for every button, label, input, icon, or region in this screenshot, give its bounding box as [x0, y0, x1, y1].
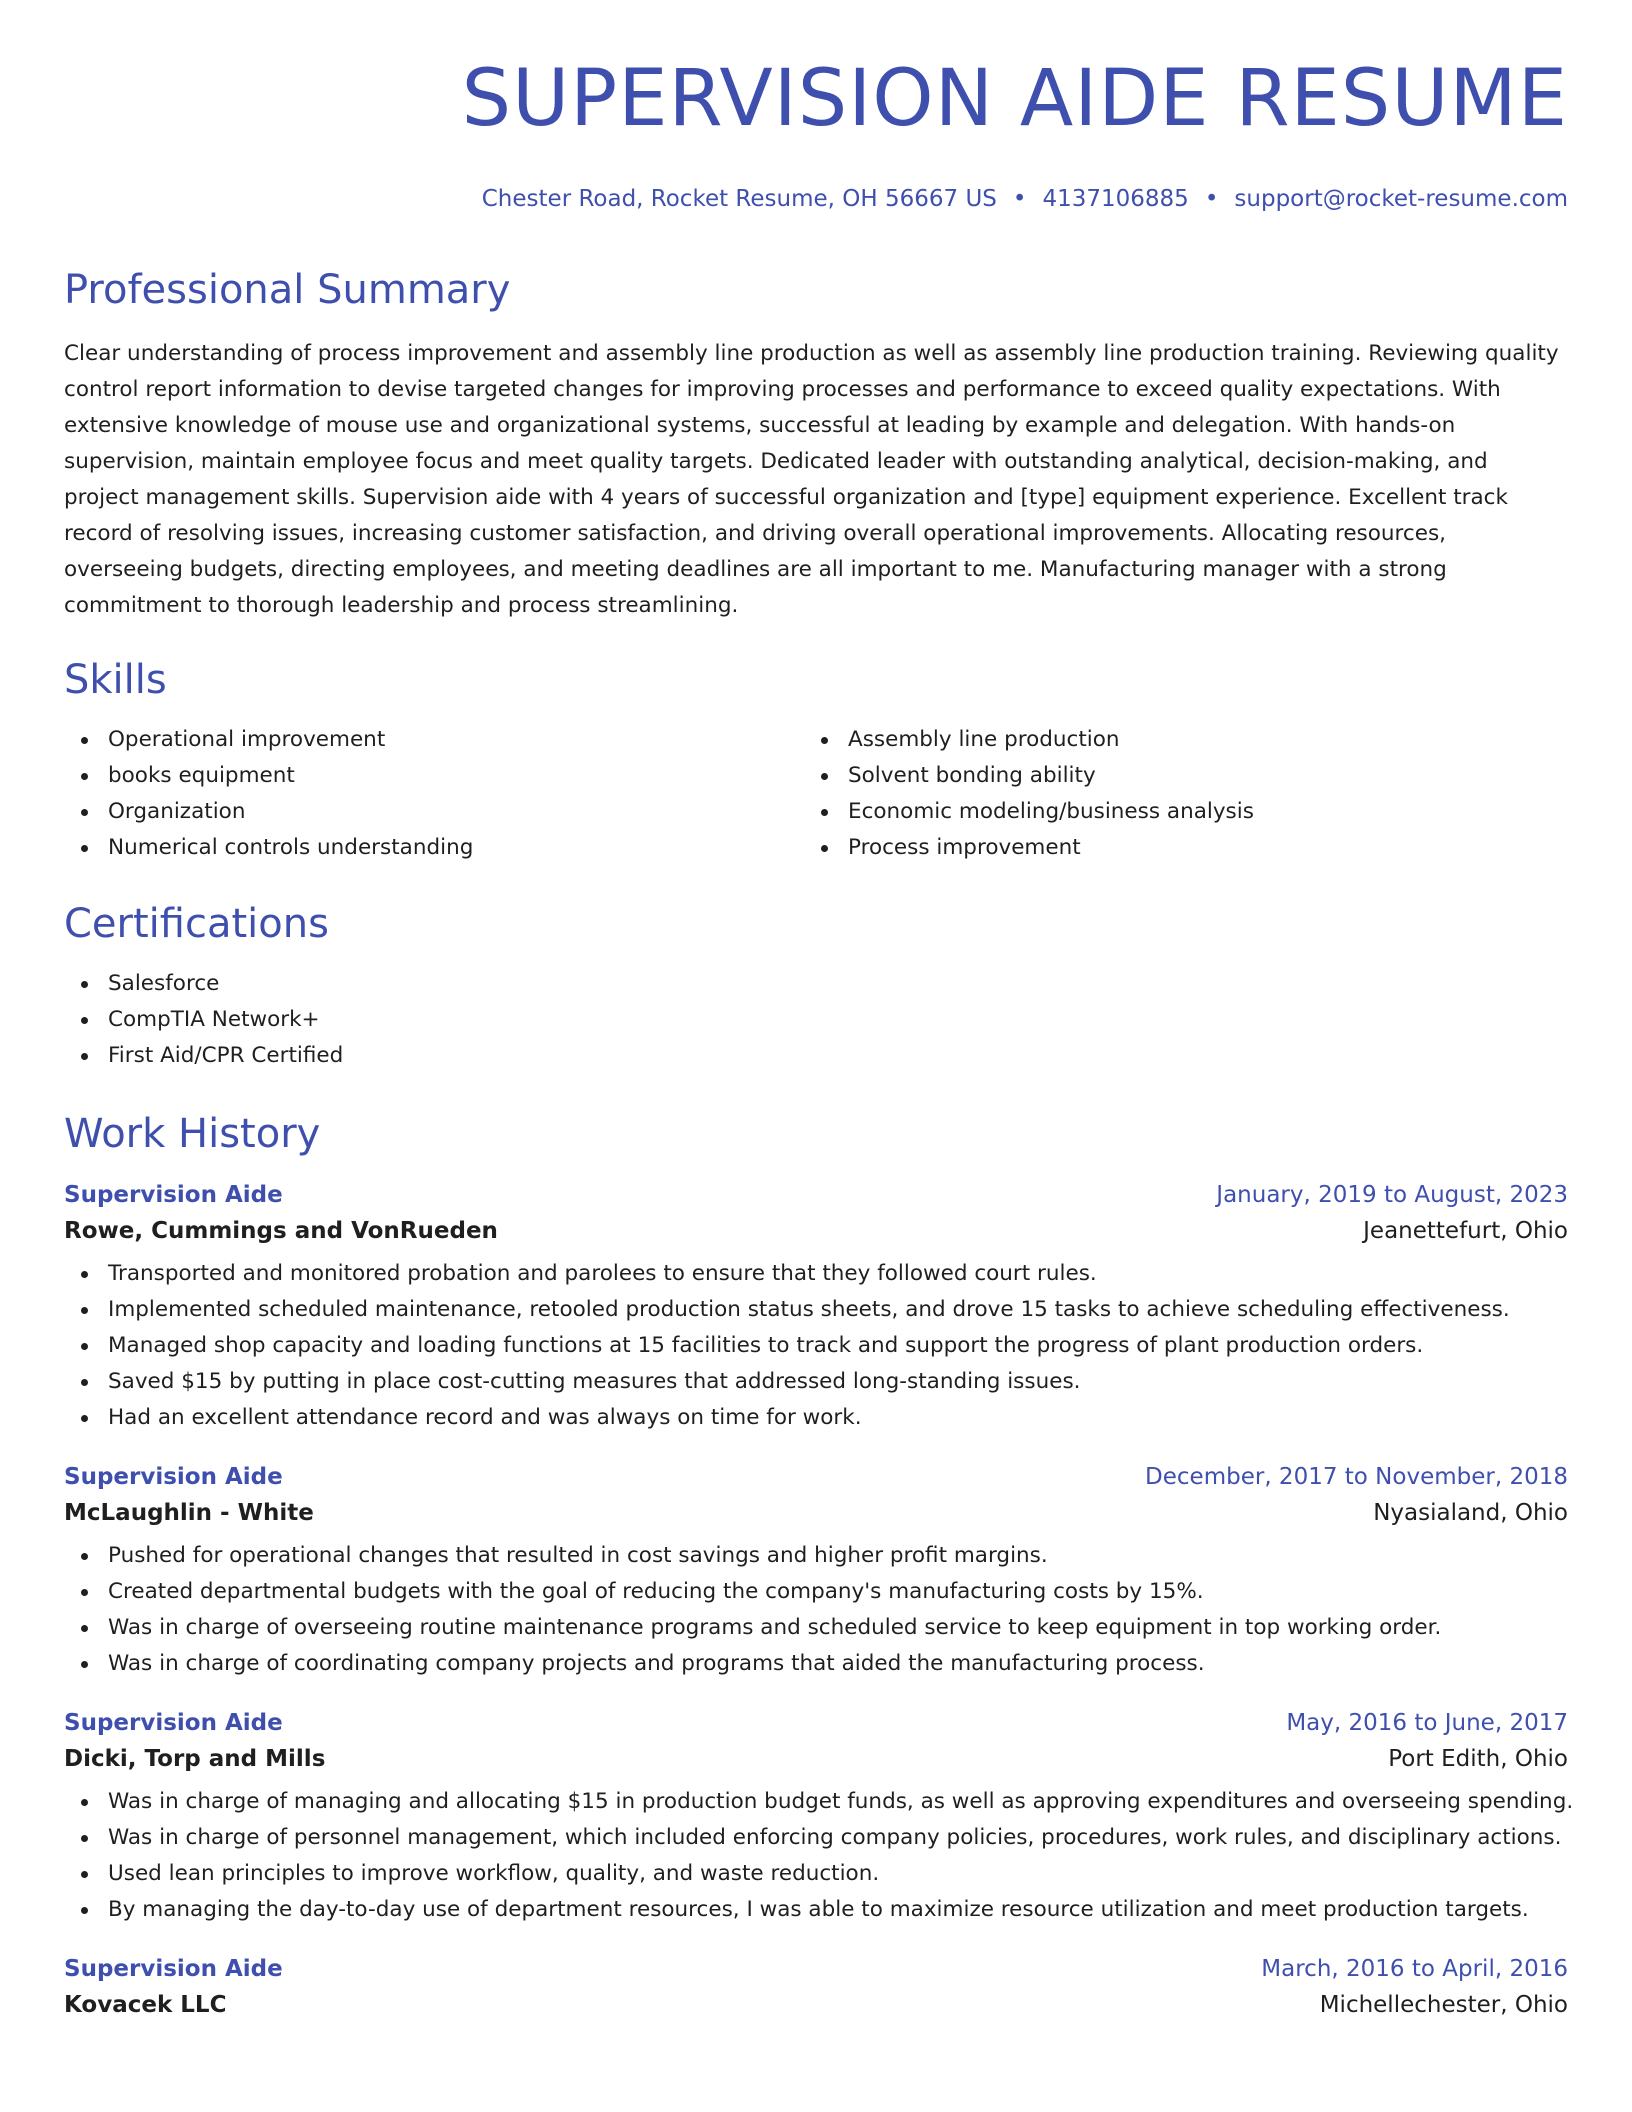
bullet-icon — [81, 1835, 88, 1842]
work-history-heading: Work History — [64, 1111, 321, 1157]
skill-label: Assembly line production — [848, 727, 1120, 752]
bullet-icon — [81, 1343, 88, 1350]
skill-item — [64, 794, 804, 830]
job-company-row — [64, 1746, 1568, 1772]
job-bullet-text: Was in charge of managing and allocating $15 in production budget funds, as well as approving expenditures and overseeing spending. — [108, 1789, 1574, 1814]
job-bullet-text: Used lean principles to improve workflow, quality, and waste reduction. — [108, 1861, 880, 1886]
summary-heading: Professional Summary — [64, 267, 511, 313]
job-bullet-text: Pushed for operational changes that resulted in cost savings and higher profit margins. — [108, 1543, 1048, 1568]
skill-item — [804, 722, 1568, 758]
job-bullet-text: Had an excellent attendance record and was always on time for work. — [108, 1405, 862, 1430]
bullet-icon — [821, 809, 828, 816]
job-entry — [64, 1182, 1568, 1436]
job-bullet-text: Was in charge of coordinating company projects and programs that aided the manufacturing process. — [108, 1651, 1205, 1676]
job-title: Supervision Aide — [64, 1956, 283, 1982]
bullet-icon — [81, 981, 88, 988]
bullet-icon — [81, 1907, 88, 1914]
job-bullets — [64, 1538, 1568, 1682]
job-title: Supervision Aide — [64, 1710, 283, 1736]
job-title-row — [64, 1464, 1568, 1490]
certifications-heading: Certifications — [64, 901, 329, 947]
bullet-icon — [81, 1415, 88, 1422]
job-bullet — [64, 1256, 1568, 1292]
certification-item — [64, 1038, 1568, 1074]
skill-item — [64, 830, 804, 866]
job-bullet — [64, 1820, 1568, 1856]
job-bullet-text: Was in charge of personnel management, which included enforcing company policies, procedures, work rules, and disciplinary actions. — [108, 1825, 1562, 1850]
skill-item — [64, 758, 804, 794]
bullet-icon — [821, 845, 828, 852]
bullet-icon — [81, 1053, 88, 1060]
job-bullet-text: By managing the day-to-day use of department resources, I was able to maximize resource utilization and meet production targets. — [108, 1897, 1529, 1922]
certifications-list — [64, 966, 1568, 1074]
skills-grid — [64, 722, 1568, 866]
bullet-icon — [81, 1271, 88, 1278]
skill-item — [804, 758, 1568, 794]
job-location: Port Edith, Ohio — [1388, 1746, 1568, 1772]
contact-phone: 4137106885 — [1042, 186, 1189, 212]
bullet-icon — [81, 1661, 88, 1668]
skill-label: Process improvement — [848, 835, 1081, 860]
bullet-icon — [81, 809, 88, 816]
job-bullet — [64, 1646, 1568, 1682]
job-company: Rowe, Cummings and VonRueden — [64, 1218, 498, 1244]
contact-email: support@rocket-resume.com — [1234, 186, 1568, 212]
bullet-icon — [81, 1379, 88, 1386]
skills-list-right — [804, 722, 1568, 866]
bullet-icon — [81, 1017, 88, 1024]
job-bullet-text: Saved $15 by putting in place cost-cutting measures that addressed long-standing issues. — [108, 1369, 1081, 1394]
job-bullet — [64, 1364, 1568, 1400]
job-title: Supervision Aide — [64, 1464, 283, 1490]
job-bullet — [64, 1610, 1568, 1646]
certification-item — [64, 966, 1568, 1002]
job-company: Kovacek LLC — [64, 1992, 227, 2018]
job-bullet — [64, 1892, 1568, 1928]
skill-label: Operational improvement — [108, 727, 386, 752]
bullet-icon — [81, 1799, 88, 1806]
job-bullets — [64, 1784, 1574, 1928]
job-bullet — [64, 1856, 1568, 1892]
skill-label: Solvent bonding ability — [848, 763, 1096, 788]
job-bullet-text: Implemented scheduled maintenance, retooled production status sheets, and drove 15 tasks to achieve scheduling effectiveness. — [108, 1297, 1510, 1322]
contact-address: Chester Road, Rocket Resume, OH 56667 US — [481, 186, 997, 212]
job-bullet-text: Created departmental budgets with the goal of reducing the company's manufacturing costs by 15%. — [108, 1579, 1204, 1604]
job-bullet-text: Was in charge of overseeing routine maintenance programs and scheduled service to keep equipment in top working order. — [108, 1615, 1442, 1640]
certification-label: CompTIA Network+ — [108, 1007, 320, 1032]
bullet-icon — [821, 773, 828, 780]
job-bullet-text: Managed shop capacity and loading functions at 15 facilities to track and support the progress of plant production orders. — [108, 1333, 1424, 1358]
skill-label: Economic modeling/business analysis — [848, 799, 1254, 824]
job-bullet — [64, 1292, 1568, 1328]
contact-separator: • — [1012, 186, 1027, 212]
job-title-row — [64, 1956, 1568, 1982]
skill-item — [64, 722, 804, 758]
job-location: Michellechester, Ohio — [1319, 1992, 1568, 2018]
job-company-row — [64, 1218, 1568, 1244]
job-dates: January, 2019 to August, 2023 — [1216, 1182, 1568, 1208]
job-company-row — [64, 1992, 1568, 2018]
bullet-icon — [81, 1871, 88, 1878]
skill-label: books equipment — [108, 763, 295, 788]
job-bullets — [64, 1256, 1568, 1436]
job-company-row — [64, 1500, 1568, 1526]
job-company: Dicki, Torp and Mills — [64, 1746, 326, 1772]
job-bullet — [64, 1400, 1568, 1436]
contact-line — [64, 186, 1568, 212]
bullet-icon — [81, 1307, 88, 1314]
job-company: McLaughlin - White — [64, 1500, 314, 1526]
bullet-icon — [81, 773, 88, 780]
bullet-icon — [81, 737, 88, 744]
skills-heading: Skills — [64, 657, 167, 703]
bullet-icon — [81, 1589, 88, 1596]
job-bullet — [64, 1328, 1568, 1364]
bullet-icon — [81, 845, 88, 852]
bullet-icon — [821, 737, 828, 744]
job-entry — [64, 1710, 1574, 1928]
skill-label: Organization — [108, 799, 246, 824]
job-bullet — [64, 1574, 1568, 1610]
job-dates: May, 2016 to June, 2017 — [1286, 1710, 1568, 1736]
contact-separator: • — [1204, 186, 1219, 212]
job-title-row — [64, 1710, 1568, 1736]
job-location: Jeanettefurt, Ohio — [1363, 1218, 1568, 1244]
certification-item — [64, 1002, 1568, 1038]
resume-title: SUPERVISION AIDE RESUME — [461, 54, 1568, 144]
job-dates: December, 2017 to November, 2018 — [1145, 1464, 1568, 1490]
skill-item — [804, 830, 1568, 866]
job-location: Nyasialand, Ohio — [1373, 1500, 1568, 1526]
skills-list-left — [64, 722, 804, 866]
skill-item — [804, 794, 1568, 830]
job-dates: March, 2016 to April, 2016 — [1261, 1956, 1568, 1982]
job-bullet — [64, 1538, 1568, 1574]
skill-label: Numerical controls understanding — [108, 835, 474, 860]
job-bullet-text: Transported and monitored probation and parolees to ensure that they followed court rules. — [108, 1261, 1097, 1286]
job-bullet — [64, 1784, 1574, 1820]
job-title-row — [64, 1182, 1568, 1208]
job-entry — [64, 1956, 1568, 2018]
summary-text: Clear understanding of process improvement and assembly line production as well as assembly line production training. Reviewing quality control report information to devise targeted changes for improving processes and performance to exceed quality expectations. With extensive knowledge of mouse use and organizational systems, successful at leading by example and delegation. With hands-on supervision, maintain employee focus and meet quality targets. Dedicated leader with outstanding analytical, decision-making, and project management skills. Supervision aide with 4 years of successful organization and [type] equipment experience. Excellent track record of resolving issues, increasing customer satisfaction, and driving overall operational improvements. Allocating resources, overseeing budgets, directing employees, and meeting deadlines are all important to me. Manufacturing manager with a strong commitment to thorough leadership and process streamlining. — [64, 341, 1559, 618]
certification-label: First Aid/CPR Certified — [108, 1043, 344, 1068]
job-entry — [64, 1464, 1568, 1682]
bullet-icon — [81, 1625, 88, 1632]
bullet-icon — [81, 1553, 88, 1560]
certification-label: Salesforce — [108, 971, 220, 996]
job-title: Supervision Aide — [64, 1182, 283, 1208]
